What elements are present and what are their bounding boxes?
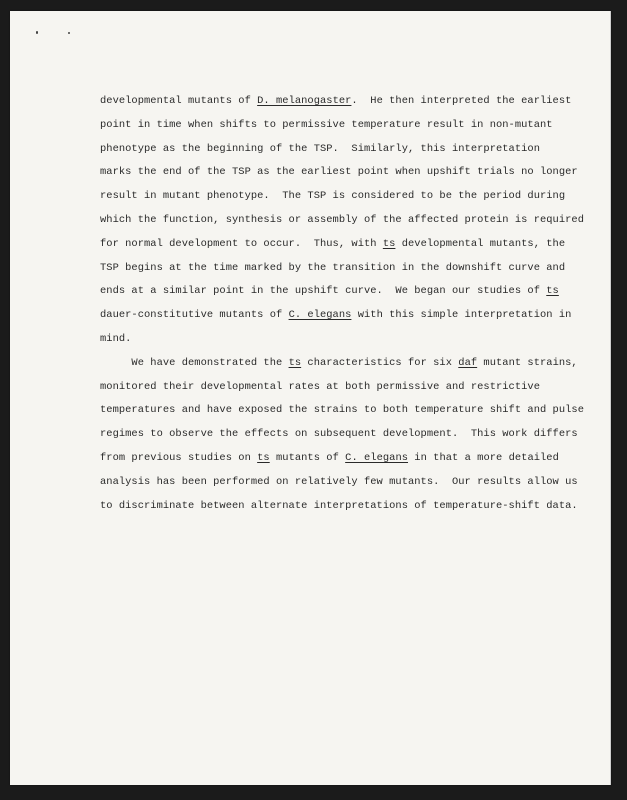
ink-speck	[68, 32, 70, 34]
text-line	[100, 138, 570, 162]
underlined-term: C. elegans	[345, 451, 409, 464]
text-run: We have demonstrated the	[100, 356, 289, 369]
text-line	[100, 423, 578, 447]
ink-speck	[36, 31, 38, 34]
text-line	[100, 376, 570, 400]
text-run: for normal development to occur. Thus, with	[100, 237, 383, 250]
text-run: monitored their developmental rates at both permissive and restrictive	[100, 380, 540, 393]
typescript-body	[100, 90, 584, 518]
underlined-term: D. melanogaster	[257, 95, 352, 107]
text-run: regimes to observe the effects on subsequent development. This work differs	[100, 428, 578, 441]
text-run: from previous studies on	[100, 451, 258, 464]
text-run: phenotype as the beginning of the TSP. Similarly, this interpretation	[100, 142, 540, 155]
text-run: marks the end of the TSP as the earliest point when upshift trials no longer	[100, 166, 578, 179]
text-run: developmental mutants, the	[395, 237, 566, 250]
text-line	[100, 328, 570, 352]
underlined-term: ts	[382, 237, 396, 250]
text-run: with this simple interpretation in	[351, 309, 572, 322]
text-run: developmental mutants of	[100, 95, 258, 107]
text-line	[100, 233, 570, 257]
text-line	[100, 471, 578, 495]
underlined-term: C. elegans	[288, 309, 352, 322]
text-run: characteristics for six	[301, 356, 459, 369]
text-line	[100, 114, 570, 138]
underlined-term: ts	[546, 285, 559, 298]
text-line	[100, 90, 570, 114]
text-line	[100, 447, 570, 471]
typed-page	[10, 11, 611, 785]
text-line	[100, 399, 584, 423]
underlined-term: ts	[257, 451, 270, 464]
text-run: to discriminate between alternate interpretations of temperature-shift data.	[100, 499, 578, 512]
text-line	[100, 257, 570, 281]
text-line	[100, 280, 570, 304]
underlined-term: ts	[288, 356, 302, 369]
text-line	[100, 185, 570, 209]
text-line	[100, 161, 578, 185]
text-run: mind.	[100, 332, 132, 345]
text-run: temperatures and have exposed the strains to both temperature shift and pulse	[100, 404, 584, 417]
underlined-term: daf	[458, 356, 478, 369]
text-line	[100, 495, 578, 519]
text-line	[100, 352, 578, 376]
paragraph	[100, 352, 584, 519]
text-run: analysis has been performed on relatively few mutants. Our results allow us	[100, 475, 578, 488]
text-line	[100, 209, 584, 233]
paragraph	[100, 90, 584, 352]
text-run: dauer-constitutive mutants of	[100, 309, 289, 322]
text-run: mutants of	[269, 451, 346, 464]
text-run: mutant strains,	[477, 356, 578, 369]
text-run: . He then interpreted the earliest	[351, 95, 572, 107]
text-run: result in mutant phenotype. The TSP is considered to be the period during	[100, 190, 566, 203]
text-line	[100, 304, 570, 328]
text-run: TSP begins at the time marked by the transition in the downshift curve and	[100, 261, 566, 274]
text-run: point in time when shifts to permissive temperature result in non-mutant	[100, 118, 553, 131]
text-run: which the function, synthesis or assembly of the affected protein is required	[100, 213, 584, 226]
text-run: ends at a similar point in the upshift curve. We began our studies of	[100, 285, 547, 298]
text-run: in that a more detailed	[408, 451, 559, 464]
